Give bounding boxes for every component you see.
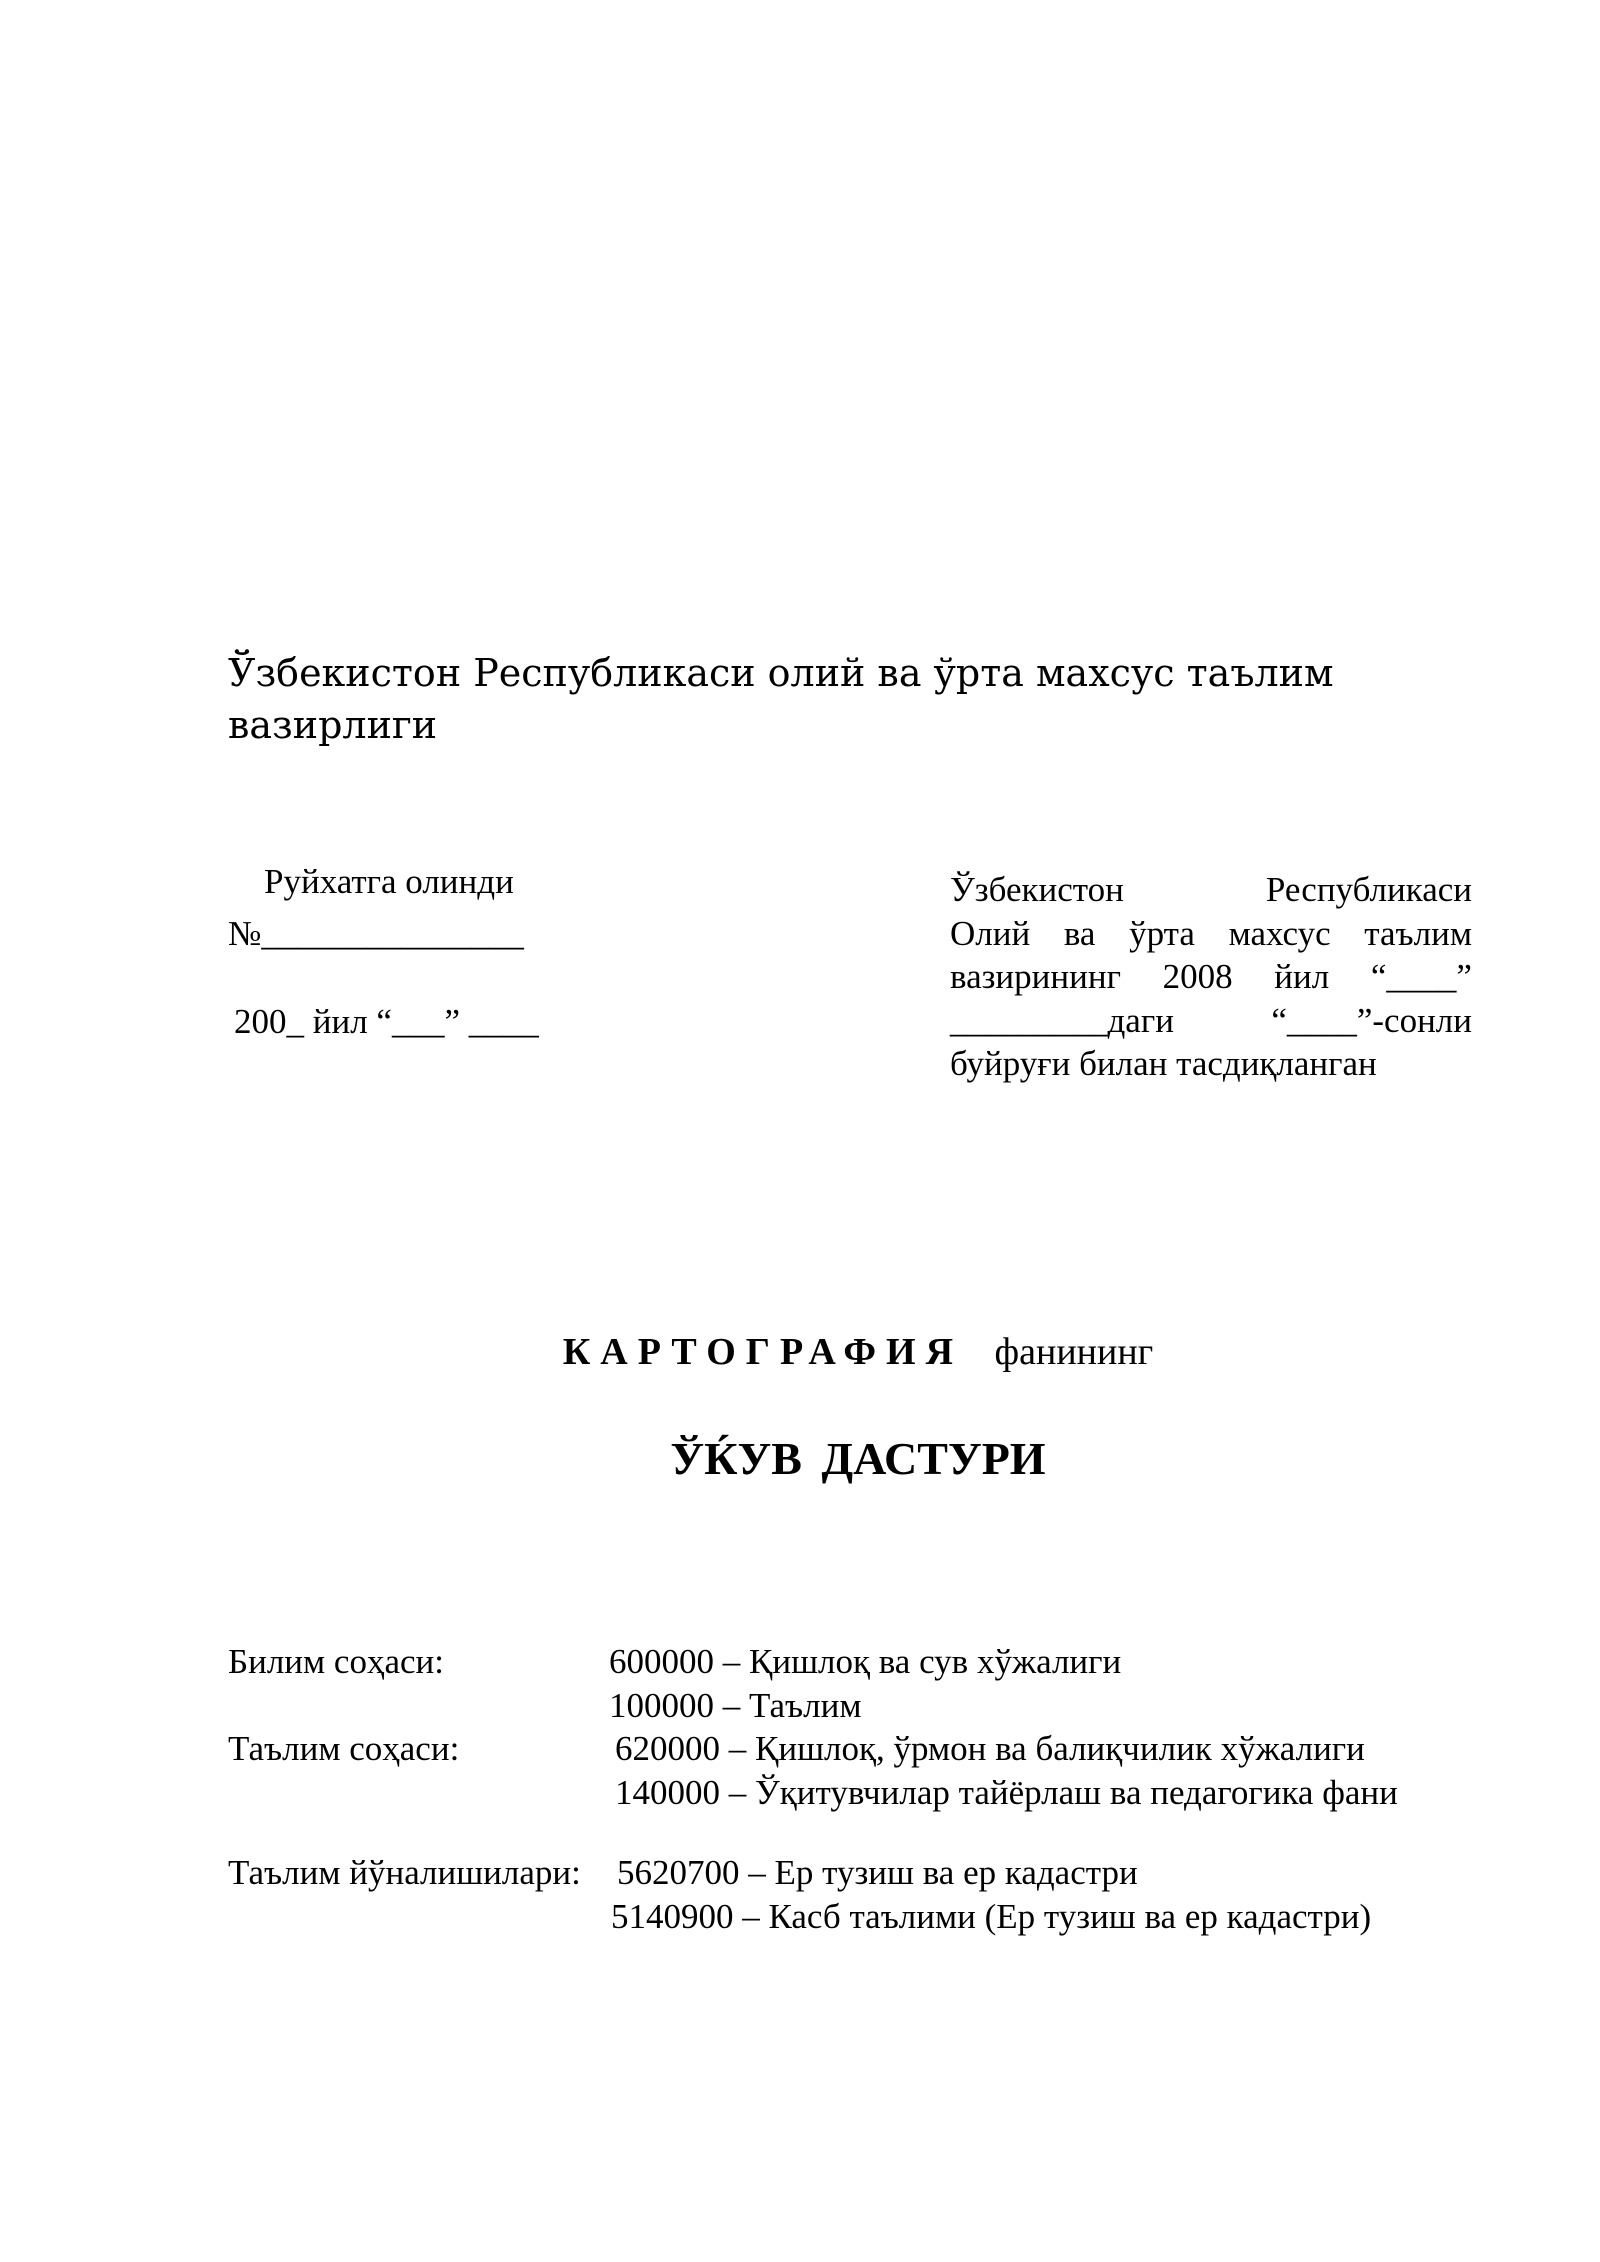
- subject-suffix: фанининг: [994, 1331, 1154, 1373]
- ministry-line-1: Ўзбекистон Республикаси олий ва ўрта махсус таълим: [228, 651, 1334, 695]
- fields-block: [228, 1640, 1528, 1938]
- education-direction-value: 5140900 – Касб таълими (Ер тузиш ва ер кадастри): [611, 1896, 1372, 1936]
- approval-row: [950, 955, 1472, 999]
- approval-row: [950, 1042, 1472, 1086]
- field-row: [228, 1684, 1528, 1728]
- education-area-label: Таълим соҳаси:: [228, 1729, 460, 1768]
- approval-word: буйруғи билан тасдиқланган: [950, 1044, 1377, 1083]
- education-area-value: 620000 – Қишлоқ, ўрмон ва балиқчилик хўжалиги: [615, 1729, 1365, 1768]
- field-row: [228, 1895, 1528, 1939]
- education-area-value: 140000 – Ўқитувчилар тайёрлаш ва педагогика фани: [615, 1772, 1398, 1812]
- subject-heading: [0, 1330, 1600, 1374]
- approval-word: Республикаси: [1265, 870, 1472, 909]
- subject-name: КАРТОГРАФИЯ: [562, 1331, 964, 1373]
- approval-word: _________даги: [950, 1000, 1174, 1040]
- approval-word: йил: [1274, 957, 1330, 996]
- approval-word: махсус: [1228, 913, 1331, 953]
- field-row: [228, 1771, 1528, 1815]
- approval-word: 2008: [1162, 957, 1233, 996]
- approval-word: “____”-сонли: [1271, 1000, 1472, 1040]
- registration-date: 200_ йил “___” ____: [234, 1002, 539, 1041]
- approval-row: [950, 999, 1472, 1043]
- ministry-line-2: вазирлиги: [228, 703, 438, 747]
- registration-title: Руйхатга олинди: [264, 862, 514, 901]
- ministry-heading: [228, 647, 1378, 751]
- field-row: [228, 1851, 1528, 1895]
- field-row: [228, 1640, 1528, 1684]
- knowledge-area-value: 600000 – Қишлоқ ва сув хўжалиги: [609, 1642, 1122, 1681]
- approval-word: “____”: [1370, 957, 1472, 996]
- education-direction-value: 5620700 – Ер тузиш ва ер кадастри: [617, 1853, 1138, 1892]
- field-row: [228, 1727, 1528, 1771]
- approval-word: Олий: [950, 913, 1031, 953]
- program-title: ЎЌУВ ДАСТУРИ: [670, 1433, 1046, 1484]
- approval-word: ўрта: [1129, 913, 1195, 953]
- approval-word: ва: [1063, 913, 1096, 953]
- knowledge-area-label: Билим соҳаси:: [228, 1642, 444, 1681]
- knowledge-area-value: 100000 – Таълим: [609, 1685, 862, 1725]
- approval-row: [950, 868, 1472, 912]
- approval-word: вазирининг: [950, 957, 1121, 996]
- approval-block: [950, 868, 1472, 1086]
- approval-row: [950, 912, 1472, 956]
- approval-word: таълим: [1364, 913, 1472, 953]
- registration-number: №_______________: [228, 914, 524, 953]
- approval-word: Ўзбекистон: [950, 870, 1124, 909]
- spacer: [228, 1814, 1528, 1851]
- education-directions-label: Таълим йўналишилари:: [228, 1853, 581, 1892]
